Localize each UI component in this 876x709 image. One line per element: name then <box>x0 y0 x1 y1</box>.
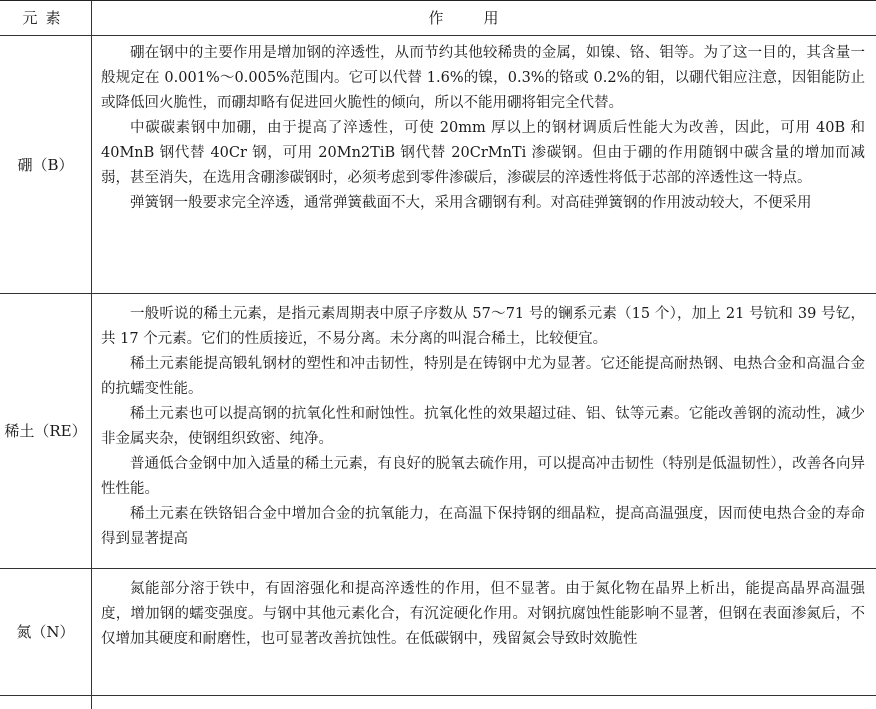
element-name-boron: 硼（B） <box>17 156 74 174</box>
element-name-rare-earth: 稀土（RE） <box>4 422 87 440</box>
paragraph: 稀土元素在铁铬铝合金中增加合金的抗氧能力，在高温下保持钢的细晶粒，提高高温强度，因而使电热合金的寿命得到显著提高 <box>101 506 865 547</box>
paragraph: 普通低合金钢中加入适量的稀土元素，有良好的脱氧去硫作用，可以提高冲击韧性（特别是低温韧性），改善各向异性性能。 <box>101 456 865 497</box>
effect-description-boron <box>101 41 865 216</box>
paragraph: 一般听说的稀土元素，是指元素周期表中原子序数从 57～71 号的镧系元素（15 个），加上 21 号钪和 39 号钇，共 17 个元素。它们的性质接近，不易分离。未分离的叫混合稀土，比较便宜。 <box>101 306 865 347</box>
effect-column-header: 作用 <box>428 9 539 27</box>
table-header <box>0 1 876 36</box>
effect-description-rare-earth <box>101 302 865 552</box>
paragraph: 稀土元素也可以提高钢的抗氧化性和耐蚀性。抗氧化性的效果超过硅、铝、钛等元素。它能改善钢的流动性，减少非金属夹杂，使钢组织致密、纯净。 <box>101 406 865 447</box>
paragraph: 稀土元素能提高锻轧钢材的塑性和冲击韧性，特别是在铸钢中尤为显著。它还能提高耐热钢、电热合金和高温合金的抗蠕变性能。 <box>101 356 865 397</box>
table-row-boron <box>0 36 876 294</box>
element-column-header: 元素 <box>22 9 69 27</box>
paragraph: 弹簧钢一般要求完全淬透，通常弹簧截面不大，采用含硼钢有利。对高硅弹簧钢的作用波动较大，不便采用 <box>130 195 812 211</box>
element-name-nitrogen: 氮（N） <box>16 623 75 641</box>
table-row-nitrogen <box>0 569 876 696</box>
effect-description-nitrogen <box>101 577 865 652</box>
table-row-rare-earth <box>0 294 876 569</box>
paragraph: 氮能部分溶于铁中，有固溶强化和提高淬透性的作用，但不显著。由于氮化物在晶界上析出，能提高晶界高温强度，增加钢的蠕变强度。与钢中其他元素化合，有沉淀硬化作用。对钢抗腐蚀性能影响不显著，但钢在表面渗氮后，不仅增加其硬度和耐磨性，也可显著改善抗蚀性。在低碳钢中，残留氮会导致时效脆性 <box>101 581 865 647</box>
paragraph: 中碳碳素钢中加硼，由于提高了淬透性，可使 20mm 厚以上的钢材调质后性能大为改善，因此，可用 40B 和 40MnB 钢代替 40Cr 钢，可用 20Mn2TiB 钢代替 20CrMnTi 渗碳钢。但由于硼的作用随钢中碳含量的增加而减弱，甚至消失，在选用含硼渗碳钢时，必须考虑到零件渗碳后，渗碳层的淬透性将低于芯部的淬透性这一特点。 <box>101 120 865 186</box>
paragraph: 硼在钢中的主要作用是增加钢的淬透性，从而节约其他较稀贵的金属，如镍、铬、钼等。为了这一目的，其含量一般规定在 0.001%～0.005%范围内。它可以代替 1.6%的镍，0.3%的铬或 0.2%的钼，以硼代钼应注意，因钼能防止或降低回火脆性，而硼却略有促进回火脆性的倾向，所以不能用硼将钼完全代替。 <box>101 45 865 111</box>
